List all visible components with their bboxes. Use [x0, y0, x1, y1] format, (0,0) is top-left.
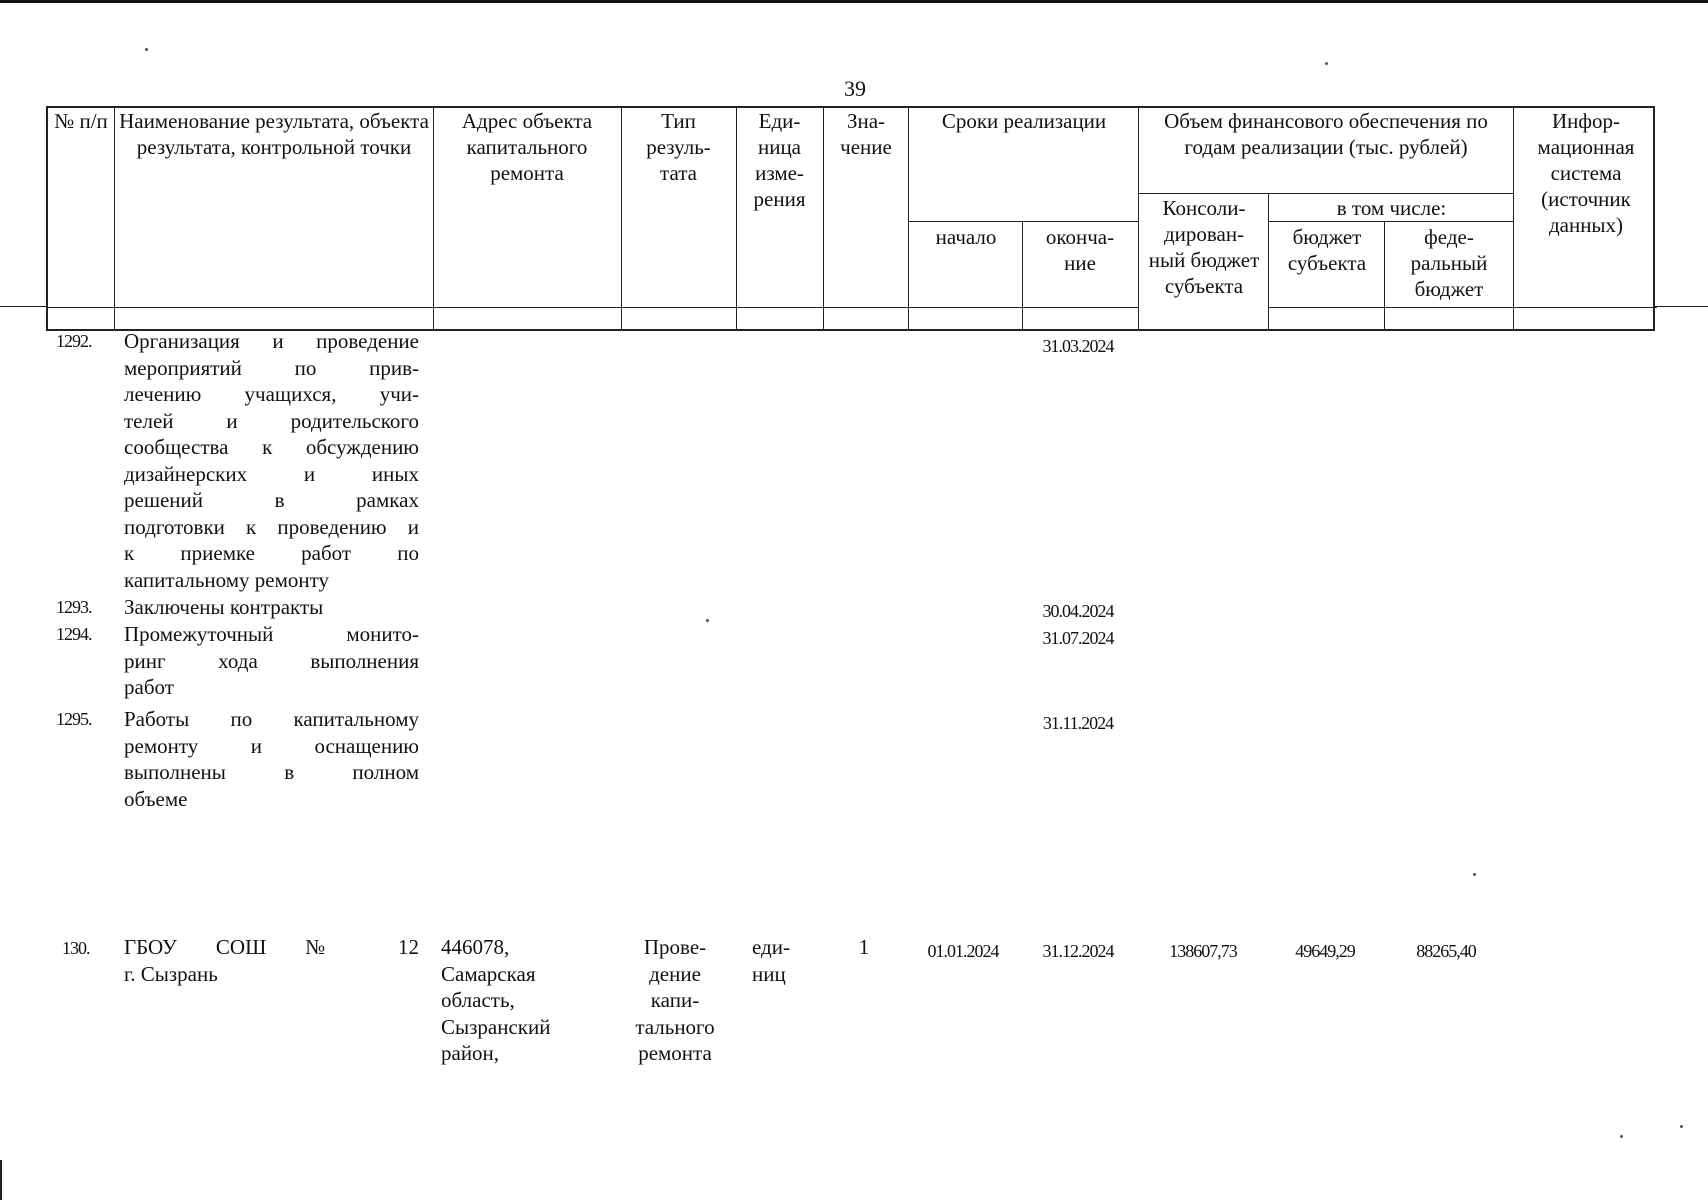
object-row-end-date: 31.12.2024 — [1042, 941, 1114, 961]
header-name: Наименование результата, объекта результата, контрольной точки — [119, 109, 429, 159]
row-1295-name: Работы по капитальному ремонту и оснащению выполнены в полном объеме — [124, 707, 419, 811]
row-1293-name: Заключены контракты — [124, 595, 324, 619]
page-number: 39 — [844, 76, 866, 101]
header-unit: Еди-ница изме-рения — [753, 109, 806, 211]
object-row-federal: 88265,40 — [1416, 941, 1476, 961]
margin-line-bottom — [0, 1160, 2, 1200]
margin-line-right — [1655, 306, 1708, 307]
header-subject-budget: бюджет субъекта — [1287, 225, 1367, 275]
row-1295-end-date: 31.11.2024 — [1042, 713, 1114, 733]
row-1294-num: 1294. — [56, 624, 92, 644]
scan-speck — [145, 48, 148, 51]
object-row-value: 1 — [858, 935, 870, 959]
row-1292-name: Организация и проведение мероприятий по прив- лечению учащихся, учи- телей и родительского сообщества к обсуждению дизайнерских и иных решений в рамках подготовки к проведению и к приемке работ по капитальному ремонту — [124, 329, 419, 592]
header-federal-budget: феде-ральный бюджет — [1410, 225, 1488, 301]
header-consolidated: Консоли-дирован-ный бюджет субъекта — [1148, 196, 1260, 298]
margin-line-left — [0, 306, 46, 307]
table-header — [46, 106, 1655, 331]
header-terms-start: начало — [935, 225, 997, 249]
scan-speck — [706, 619, 709, 622]
header-info-system: Инфор-мационная система (источник данных) — [1537, 109, 1635, 237]
page-top-border — [0, 0, 1708, 3]
header-including: в том числе: — [1336, 196, 1447, 220]
row-1292-num: 1292. — [56, 331, 92, 351]
scan-speck — [1680, 1125, 1683, 1128]
header-terms: Сроки реализации — [941, 109, 1107, 133]
header-type: Тип резуль-тата — [646, 109, 711, 185]
object-row-start-date: 01.01.2024 — [927, 941, 999, 961]
header-value: Зна-чение — [840, 109, 892, 159]
object-row-subject: 49649,29 — [1295, 941, 1355, 961]
scan-speck — [1325, 62, 1328, 65]
object-row-unit: еди- ниц — [752, 935, 790, 986]
header-address: Адрес объекта капитального ремонта — [461, 109, 593, 185]
object-row-consolidated: 138607,73 — [1169, 941, 1237, 961]
row-1293-end-date: 30.04.2024 — [1042, 601, 1114, 621]
header-finance: Объем финансового обеспечения по годам реализации (тыс. рублей) — [1164, 109, 1488, 159]
object-row-name: ГБОУ СОШ № 12 г. Сызрань — [124, 935, 419, 986]
row-1295-num: 1295. — [56, 709, 92, 729]
row-1292-end-date: 31.03.2024 — [1042, 336, 1114, 356]
row-1294-end-date: 31.07.2024 — [1042, 628, 1114, 648]
scan-speck — [1473, 873, 1476, 876]
object-row-type: Прове- дение капи- тального ремонта — [635, 935, 715, 1065]
row-1293-num: 1293. — [56, 597, 92, 617]
object-row-num: 130. — [62, 938, 90, 958]
header-num: № п/п — [54, 109, 108, 133]
row-1294-name: Промежуточный монито- ринг хода выполнения работ — [124, 622, 419, 699]
header-terms-end: оконча-ние — [1045, 225, 1115, 275]
scan-speck — [1620, 1135, 1623, 1138]
object-row-address: 446078, Самарская область, Сызранский район, — [441, 935, 551, 1065]
